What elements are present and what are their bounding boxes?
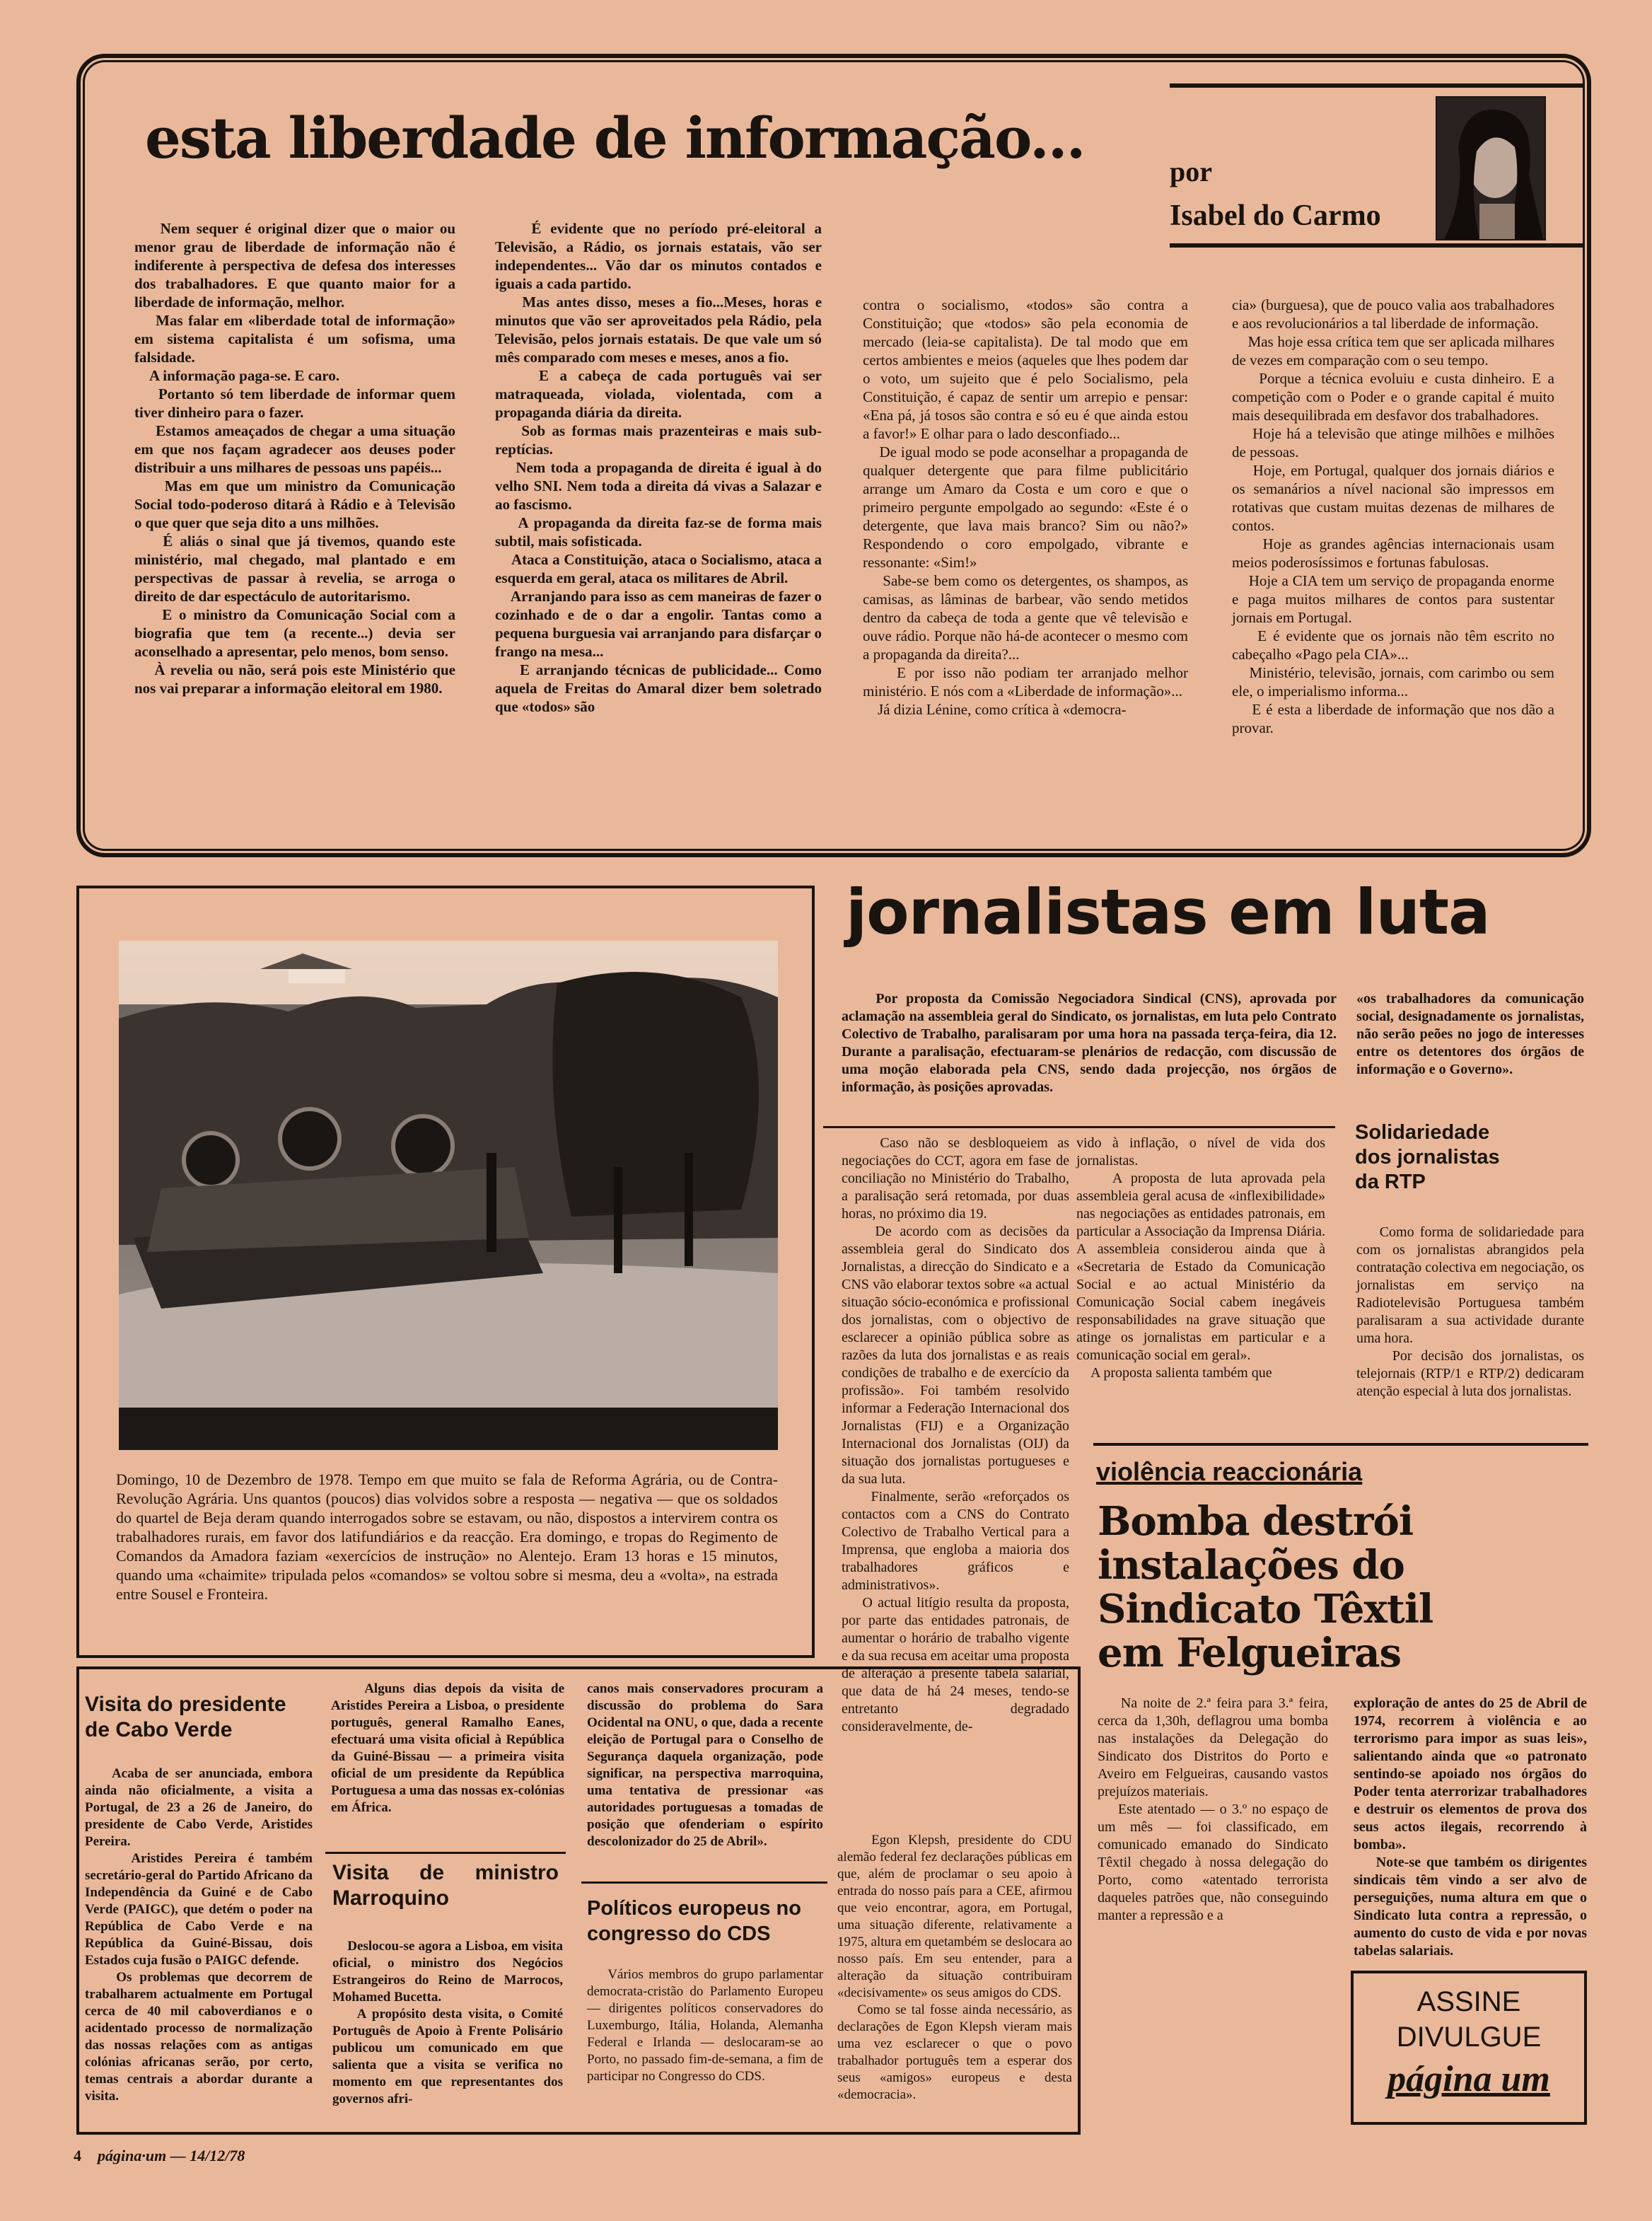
morocco-title: Visita de ministro Marroquino	[332, 1861, 559, 1910]
ad-masthead: página um	[1388, 2059, 1550, 2099]
cds-title: Políticos europeus no congresso do CDS	[587, 1897, 801, 1945]
editorial-title: esta liberdade de informação...	[145, 105, 1085, 171]
editorial-col-2: É evidente que no período pré-eleitoral a Televisão, a Rádio, os jornais estatais, vão ser independentes... Vão dar os minutos contados e iguais a cada partido. Mas antes disso, meses a fio...Meses, horas e minutos que vão ser aproveitados pela Rádio, pela Televisão, pelos jornais estatais. De que vale um só mês comparado com meses e meses, anos a fio. E a cabeça de cada português vai ser matraqueada, violada, violentada, com a propaganda diária da direita. Sob as formas mais prazenteiras e mais sub-reptícias. Nem toda a propaganda de direita é igual à do velho SNI. Nem toda a direita dá vivas a Salazar e ao fascismo. A propaganda da direita faz-se de forma mais subtil, mais sofisticada. Ataca a Constituição, ataca o Socialismo, ataca a esquerda em geral, ataca os militares de Abril. Arranjando para isso as cem maneiras de fazer o cozinhado e de o dar a engolir. Tantas como a pequena burguesia vai arranjando para disfarçar o frango na mesa... E arranjando técnicas de publicidade... Como aquela de Freitas do Amaral dizer bem soletrado que «todos» são	[495, 220, 822, 715]
bomba-title: Bomba destrói instalações do Sindicato Têxtil em Felgueiras	[1098, 1498, 1433, 1676]
editorial-col-1: Nem sequer é original dizer que o maior ou menor grau de liberdade de informação não é indiferente à perspectiva de defesa dos interesses dos trabalhadores. E que quanto maior for a liberdade de informação, melhor. Mas falar em «liberdade total de informação» em sistema capitalista é um sofisma, uma falsidade. A informação paga-se. E caro. Portanto só tem liberdade de informar quem tiver dinheiro para o fazer. Estamos ameaçados de chegar a uma situação em que nos façam agradecer aos deuses poder distribuir a uns milhares de pessoas uns papéis... Mas em que um ministro da Comunicação Social todo-poderoso ditará à Rádio e à Televisão o que quer que seja dito a uns milhões. É aliás o sinal que já tivemos, quando este ministério, mal chegado, mal plantado e em perspectivas de passar à revelia, se arroga o direito de dar espectáculo de autoritarismo. E o ministro da Comunicação Social com a biografia que tem (a recente...) devia ser aconselhado a apresentar, pelo menos, bom senso. À revelia ou não, será pois este Ministério que nos vai preparar a informação eleitoral em 1980.	[134, 220, 456, 697]
byline-rule-bottom	[1170, 243, 1584, 248]
cabo-verde-title: Visita do presidente de Cabo Verde	[85, 1693, 286, 1741]
cabo-verde-col-1: Acaba de ser anunciada, embora ainda não oficialmente, a visita a Portugal, de 23 a 26 de Janeiro, do presidente de Cabo Verde, Aristides Pereira. Aristides Pereira é também secretário-geral do Partido Africano da Independência da Guiné e de Cabo Verde (PAIGC), que detém o poder na República de Cabo Verde e na República da Guiné-Bissau, dois Estados cuja fusão o PAIGC defende. Os problemas que decorrem de trabalharem actualmente em Portugal cerca de 40 mil caboverdianos e o acidentado processo de normalização das nossas relações com as antigas colónias africanas serão, por certo, temas centrais a abordar durante a visita.	[85, 1766, 313, 2104]
jornalistas-col-2: vido à inflação, o nível de vida dos jornalistas. A proposta de luta aprovada pela assembleia geral acusa de «inflexibilidade» nas negociações as entidades patronais, em particular a Associação da Imprensa Diária. A assembleia considerou ainda que à «Secretaria de Estado da Comunicação Social e ao actual Ministério da Comunicação Social cabem inegáveis responsabilidades na grave situação que atinge os jornalistas em particular e a comunicação social em geral». A proposta salienta também que	[1076, 1135, 1326, 1381]
lead-rule	[823, 1126, 1335, 1128]
solidariedade-heading: Solidariedade dos jornalistas da RTP	[1355, 1121, 1500, 1193]
overturned-vehicle-photo	[119, 941, 778, 1450]
jornalistas-col-1: Caso não se desbloqueiem as negociações do CCT, agora em fase de conciliação no Ministério do Trabalho, a paralisação será retomada, por duas horas, no próximo dia 19. De acordo com as decisões da assembleia geral do Sindicato dos Jornalistas, a direcção do Sindicato e a CNS vão elaborar textos sobre «a actual situação sócio-económica e profissional dos jornalistas, com o objectivo de esclarecer a opinião pública sobre as razões da luta dos jornalistas e as reais condições de trabalho e de exercício da profissão». Foi também resolvido informar a Federação Internacional dos Jornalistas (FIJ) e a Organização Internacional dos Jornalistas (OIJ) da situação dos jornalistas portugueses e da sua luta. Finalmente, serão «reforçados os contactos com a CNS do Contrato Colectivo de Trabalho Vertical para a Imprensa, que engloba a maioria dos trabalhadores gráficos e administrativos». O actual litígio resulta da proposta, por parte das entidades patronais, de aumentar o horário de trabalho vigente e da sua recusa em aceitar uma proposta de alteração à presente tabela salarial, que data de há 24 meses, tendo-se entretanto degradado consideravelmente, de-	[842, 1135, 1070, 1734]
cds-rule	[581, 1881, 827, 1884]
ad-assine: ASSINE	[1417, 1986, 1521, 2017]
footer-masthead: página·um — 14/12/78	[98, 2147, 245, 2164]
jornalistas-col-3-body: Como forma de solidariedade para com os jornalistas abrangidos pela contratação colectiva em negociação, os jornalistas em serviço na Radiotelevisão Portuguesa também paralisaram a sua actividade durante uma hora. Por decisão dos jornalistas, os telejornais (RTP/1 e RTP/2) dedicaram atenção especial à luta dos jornalistas.	[1356, 1224, 1584, 1399]
cds-body: Vários membros do grupo parlamentar democrata-cristão do Parlamento Europeu — dirigentes políticos conservadores do Luxemburgo, Itália, Holanda, Alemanha Federal e Irlanda — deslocaram-se ao Porto, no passado fim-de-semana, a fim de participar no Congresso do CDS.	[587, 1967, 827, 2084]
bomba-kicker: violência reaccionária	[1096, 1457, 1363, 1486]
jornalistas-col-3-top: «os trabalhadores da comunicação social, designadamente os jornalistas, não serão peões no jogo de interesses entre os detentores dos órgãos de informação e o Governo».	[1356, 991, 1588, 1077]
ad-divulgue: DIVULGUE	[1396, 2022, 1542, 2053]
editorial-col-3: contra o socialismo, «todos» são contra a Constituição; que «todos» são pela economia de mercado (leia-se capitalista). De tal modo que em certos ambientes e meios (aqueles que lhes podem dar o voto, um sujeito que é pelo Socialismo, pela Constituição, é capaz de sentir um arrepio e pensar: «Ena pá, já tosos são contra e só eu é que ainda estou a favor!» E olhar para o lado desconfiado... De igual modo se pode aconselhar a propaganda de qualquer detergente que para filme publicitário arrange um Amaro da Costa e um coro e que o primeiro pergunte empolgado ao segundo: «Este é o detergente, que lava mais branco? Sim ou não?» Respondendo o coro empolgado, vibrante e ressonante: «Sim!» Sabe-se bem como os detergentes, os shampos, as camisas, as lâminas de barbear, vão sendo metidos dentro da cabeça de toda a gente que vê televisão e ouve rádio. Porque não há-de acontecer o mesmo com a propaganda da direita?... E por isso não podiam ter arranjado melhor ministério. E nós com a «Liberdade de informação»... Já dizia Lénine, como crítica à «democra-	[863, 296, 1189, 718]
photo-caption: Domingo, 10 de Dezembro de 1978. Tempo em que muito se fala de Reforma Agrária, ou de Contra-Revolução Agrária. Uns quantos (poucos) dias volvidos sobre a resposta — negativa — que os soldados do quartel de Beja deram quando interrogados sobre se estavam, ou não, dispostos a intervirem contra os trabalhadores rurais, em favor dos latifundiários e da reacção. Era domingo, e tropas do Regimento de Comandos da Amadora faziam «exercícios de instrução» no Alentejo. Eram 13 horas e 15 minutos, quando uma «chaimite» tripulada pelos «comandos» se voltou sobre si mesma, deu a «volta», na estrada entre Sousel e Fronteira.	[116, 1471, 782, 1603]
author-portrait-graphic	[1437, 98, 1545, 239]
byline-author: Isabel do Carmo	[1170, 199, 1381, 232]
bomba-col-2: exploração de antes do 25 de Abril de 1974, recorrem à violência e ao terrorismo para impor as suas leis», salientando ainda que «o patronato sentindo-se apoiado nos órgãos do Poder tenta aterrorizar trabalhadores e destruir os elementos de prova dos seus actos ilegais, recorrendo à bomba». Note-se que também os dirigentes sindicais têm vindo a ser alvo de perseguições, numa altura em que o Sindicato luta contra a repressão, o aumento do custo de vida e por novas tabelas salariais.	[1354, 1695, 1587, 1959]
jornalistas-lead: Por proposta da Comissão Negociadora Sindical (CNS), aprovada por aclamação na assembleia geral do Sindicato, os jornalistas, em luta pelo Contrato Colectivo de Trabalho, paralisaram por uma hora na passada terça-feira, dia 12. Durante a paralisação, efectuaram-se plenários de redacção, com discussão de uma moção elaborada pela CNS, sendo dada projecção, nos órgãos de informação, às posições aprovadas.	[842, 991, 1340, 1095]
editorial-col-4: cia» (burguesa), que de pouco valia aos trabalhadores e aos revolucionários a tal liberdade de informação. Mas hoje essa crítica tem que ser aplicada milhares de vezes em comparação com o seu tempo. Porque a técnica evoluiu e custa dinheiro. E a competição com o Poder e o grande capital é muito mais desequilibrada em desfavor dos trabalhadores. Hoje há a televisão que atinge milhões e milhões de pessoas. Hoje, em Portugal, qualquer dos jornais diários e os semanários a nível nacional são impressos em rotativas que custam muitas dezenas de milhares de contos. Hoje as grandes agências internacionais usam meios poderosíssimos e fortunas fabulosas. Hoje a CIA tem um serviço de propaganda enorme e paga muitos milhares de contos para sustentar jornais em Portugal. E é evidente que os jornais não têm escrito no cabeçalho «Pago pela CIA»... Ministério, televisão, jornais, com carimbo ou sem ele, o imperialismo informa... E é esta a liberdade de informação que nos dão a provar.	[1232, 296, 1555, 736]
morocco-body: Deslocou-se agora a Lisboa, em visita oficial, o ministro dos Negócios Estrangeiros do Reino de Marrocos, Mohamed Bucetta. A propósito desta visita, o Comité Português de Apoio à Frente Polisário publicou um comunicado em que salienta que a visita se verifica no momento em que representantes dos governos afri-	[332, 1939, 563, 2106]
page-number: 4	[74, 2147, 81, 2164]
news-photo	[119, 941, 778, 1450]
cds-cont: Egon Klepsh, presidente do CDU alemão federal fez declarações públicas em que, além de proclamar o seu apoio à entrada do nosso país para a CEE, afirmou que veio encontrar, agora, em Portugal, uma situação diferente, relativamente a 1975, altura em quetambém se deslocara ao nosso país. Em seu entender, para a alteração da situação contribuiram «decisivamente» os seus amigos do CDS. Como se tal fosse ainda necessário, as declarações de Egon Klepsh vieram mais uma vez esclarecer o que o povo trabalhador português tem a esperar dos seus «amigos» europeus e desta «democracia».	[837, 1833, 1073, 2102]
byline-rule-top	[1170, 83, 1584, 88]
jornalistas-title: jornalistas em luta	[846, 876, 1490, 949]
byline-por: por	[1170, 156, 1212, 187]
morocco-cont: canos mais conservadores procuram a discussão do problema do Sara Ocidental na ONU, o que, dada a recente eleição de Portugal para o Conselho de Segurança daquela organização, pode significar, na perspectiva marroquina, uma tentativa de pressionar «as autoridades portuguesas a tomadas de posição que ofenderiam o espírito descolonizador do 25 de Abril».	[587, 1681, 827, 1849]
author-photo	[1436, 96, 1546, 240]
bomba-col-1: Na noite de 2.ª feira para 3.ª feira, cerca da 1,30h, deflagrou uma bomba nas instalações da Delegação do Sindicato dos Distritos do Porto e Aveiro em Felgueiras, causando vastos prejuízos materiais. Este atentado — o 3.º no espaço de um mês — foi classificado, em comunicado emanado do Sindicato Têxtil chegado à nossa delegação do Porto, como «atentado terrorista daqueles patrões que, não conseguindo manter a repressão e a	[1098, 1695, 1329, 1923]
morocco-rule	[325, 1852, 566, 1854]
cabo-verde-col-2: Alguns dias depois da visita de Aristides Pereira a Lisboa, o presidente português, general Ramalho Eanes, efectuará uma visita oficial à República da Guiné-Bissau — a primeira visita oficial de um presidente da República Portuguesa a uma das nossas ex-colónias em África.	[331, 1681, 568, 1815]
bomba-top-rule	[1093, 1443, 1588, 1446]
